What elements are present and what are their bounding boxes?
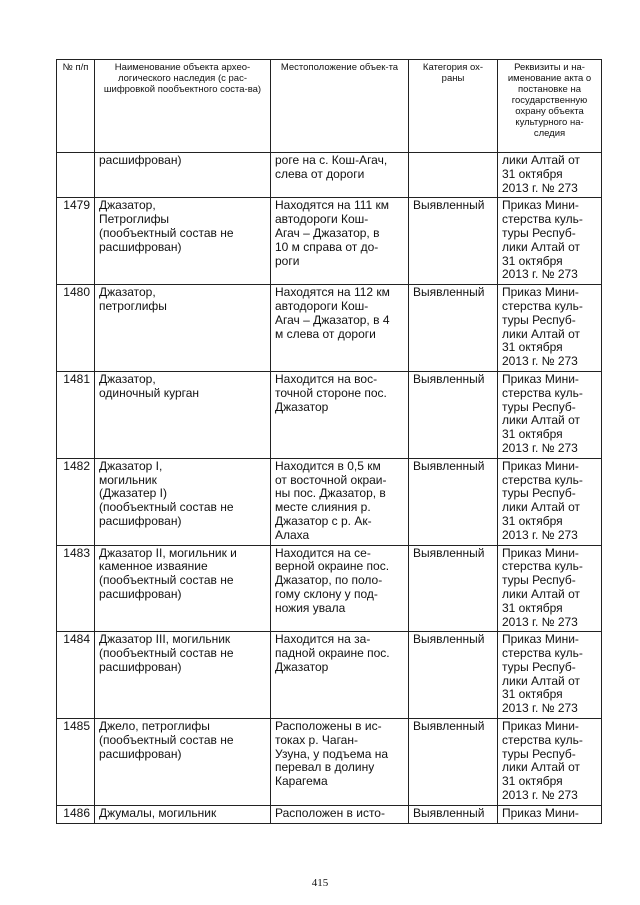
object-location-line: автодороги Кош- [275,298,369,313]
object-location-line: Джазатор [275,399,329,414]
header-number: № п/п [57,60,95,153]
row-number: 1481 [57,371,95,458]
object-name-line: Петроглифы [99,212,170,227]
act-details-line: стерства куль- [502,732,583,747]
protection-category: Выявленный [409,458,498,545]
act-details-line: 2013 г. № 273 [502,267,578,282]
object-name-line: (пообъектный состав не [99,573,234,588]
act-details-line: 2013 г. № 273 [502,440,578,455]
act-details-line: Приказ Мини- [502,545,579,560]
header-object-name: Наименование объекта архео-логического наследия (с рас-шифровкой пообъектного соста-ва) [95,60,271,153]
table-row [57,285,602,372]
act-details-line: 31 октября [502,513,563,528]
protection-category: Выявленный [409,719,498,806]
act-details-line: стерства куль- [502,472,583,487]
object-name [95,198,271,285]
act-details-line: Приказ Мини- [502,198,579,213]
object-name [95,719,271,806]
act-details [498,153,602,198]
table-row [57,719,602,806]
act-details-line: лики Алтай от [502,673,580,688]
heritage-register-table [56,59,602,824]
act-details-line: 31 октября [502,427,563,442]
object-name-line: Джазатор, [99,285,156,300]
object-name-line: расшифрован) [99,239,182,254]
object-name-line: петроглифы [99,298,167,313]
act-details-line: 31 октября [502,687,563,702]
object-name [95,371,271,458]
object-location-line: Карагема [275,774,328,789]
header-location: Местоположение объек-та [271,60,409,153]
object-location-line: м слева от дороги [275,326,376,341]
protection-category: Выявленный [409,545,498,632]
object-name [95,632,271,719]
act-details-line: 31 октября [502,774,563,789]
table-row [57,805,602,823]
act-details-line: 2013 г. № 273 [502,527,578,542]
object-location-line: Агач – Джазатор, в [275,225,380,240]
act-details-line: 31 октября [502,340,563,355]
object-name-line: Джело, петроглифы [99,719,210,734]
object-location-line: Находится на вос- [275,371,378,386]
row-number: 1482 [57,458,95,545]
row-number: 1484 [57,632,95,719]
object-location-line: верной окраине пос. [275,559,390,574]
protection-category: Выявленный [409,198,498,285]
object-name-line: расшифрован) [99,586,182,601]
row-number [57,153,95,198]
object-location-line: слева от дороги [275,166,365,181]
act-details-line: 2013 г. № 273 [502,180,578,195]
object-name-line: могильник [99,472,157,487]
act-details-line: стерства куль- [502,212,583,227]
act-details-line: 2013 г. № 273 [502,614,578,629]
table-header-row [57,60,602,153]
object-location-line: ны пос. Джазатор, в [275,486,386,501]
object-location [271,458,409,545]
protection-category: Выявленный [409,285,498,372]
protection-category: Выявленный [409,805,498,823]
act-details-line: туры Респуб- [502,659,576,674]
act-details-line: Приказ Мини- [502,805,579,820]
act-details-line: 2013 г. № 273 [502,701,578,716]
act-details-line: лики Алтай от [502,760,580,775]
act-details-line: туры Респуб- [502,225,576,240]
object-name-line: Джумалы, могильник [99,805,217,820]
act-details-line: стерства куль- [502,385,583,400]
act-details-line: стерства куль- [502,646,583,661]
act-details-line: лики Алтай от [502,413,580,428]
object-name [95,458,271,545]
protection-category: Выявленный [409,632,498,719]
object-location-line: Алаха [275,527,310,542]
act-details-line: 31 октября [502,166,563,181]
act-details-line: лики Алтай от [502,326,580,341]
object-location-line: Расположен в исто- [275,805,385,820]
object-location-line: Находится в 0,5 км [275,458,381,473]
act-details [498,458,602,545]
act-details-line: туры Респуб- [502,746,576,761]
table-row [57,458,602,545]
object-location-line: Джазатор с р. Ак- [275,513,372,528]
row-number: 1486 [57,805,95,823]
act-details [498,545,602,632]
act-details-line: стерства куль- [502,559,583,574]
act-details [498,285,602,372]
object-name-line: расшифрован) [99,659,182,674]
object-name-line: (пообъектный состав не [99,225,234,240]
object-name [95,285,271,372]
object-name-line: каменное изваяние [99,559,208,574]
header-act-details: Реквизиты и на-именование акта о постановке на государственную охрану объекта культурного на-следия [498,60,602,153]
object-location-line: 10 м справа от до- [275,239,379,254]
object-location-line: Находятся на 112 км [275,285,390,300]
object-name-line: Джазатор II, могильник и [99,545,237,560]
act-details-line: Приказ Мини- [502,719,579,734]
object-location [271,632,409,719]
object-location-line: гому склону у под- [275,586,378,601]
act-details-line: туры Респуб- [502,399,576,414]
act-details [498,805,602,823]
object-location [271,545,409,632]
table-row [57,198,602,285]
object-name-line: Джазатор, [99,198,156,213]
row-number: 1479 [57,198,95,285]
object-location-line: перевал в долину [275,760,375,775]
act-details [498,198,602,285]
act-details-line: 2013 г. № 273 [502,788,578,803]
object-name-line: расшифрован) [99,513,182,528]
table-row [57,632,602,719]
protection-category: Выявленный [409,371,498,458]
object-location [271,805,409,823]
object-name-line: Джазатор III, могильник [99,632,231,647]
object-location-line: Агач – Джазатор, в 4 [275,312,390,327]
object-name-line: (Джазатер I) [99,486,167,501]
header-protection-category: Категория ох-раны [409,60,498,153]
object-location-line: Джазатор, по поло- [275,573,383,588]
act-details [498,719,602,806]
act-details-line: Приказ Мини- [502,632,579,647]
object-name-line: (пообъектный состав не [99,500,234,515]
object-location-line: роге на с. Кош-Агач, [275,153,388,167]
act-details-line: лики Алтай от [502,500,580,515]
act-details-line: 2013 г. № 273 [502,354,578,369]
object-location [271,198,409,285]
object-location-line: токах р. Чаган- [275,732,358,747]
act-details-line: Приказ Мини- [502,285,579,300]
object-name-line: (пообъектный состав не [99,646,234,661]
object-location-line: месте слияния р. [275,500,371,515]
object-location-line: Джазатор [275,659,329,674]
object-name-line: расшифрован) [99,746,182,761]
act-details-line: 31 октября [502,600,563,615]
act-details-line: туры Респуб- [502,486,576,501]
object-location-line: Находятся на 111 км [275,198,390,213]
object-location-line: от восточной окраи- [275,472,387,487]
object-location-line: точной стороне пос. [275,385,387,400]
object-name-line: (пообъектный состав не [99,732,234,747]
object-location-line: Находится на за- [275,632,371,647]
act-details-line: лики Алтай от [502,239,580,254]
object-location-line: Находится на се- [275,545,371,560]
object-location-line: роги [275,253,300,268]
object-name-line: Джазатор I, [99,458,163,473]
page-number: 415 [311,877,329,889]
row-number: 1485 [57,719,95,806]
act-details [498,371,602,458]
object-location [271,153,409,198]
act-details-line: лики Алтай от [502,586,580,601]
object-name-line: расшифрован) [99,153,182,167]
act-details-line: Приказ Мини- [502,458,579,473]
object-location-line: Узуна, у подъема на [275,746,388,761]
act-details-line: туры Респуб- [502,312,576,327]
row-number: 1483 [57,545,95,632]
table-row [57,545,602,632]
act-details-line: стерства куль- [502,298,583,313]
table-row [57,371,602,458]
object-name [95,545,271,632]
act-details [498,632,602,719]
protection-category [409,153,498,198]
act-details-line: Приказ Мини- [502,371,579,386]
table-row [57,153,602,198]
object-location-line: ножия увала [275,600,346,615]
object-name-line: одиночный курган [99,385,200,400]
object-location [271,285,409,372]
object-location [271,719,409,806]
object-location [271,371,409,458]
object-location-line: падной окраине пос. [275,646,390,661]
object-name [95,805,271,823]
object-name [95,153,271,198]
act-details-line: туры Респуб- [502,573,576,588]
act-details-line: 31 октября [502,253,563,268]
row-number: 1480 [57,285,95,372]
object-location-line: Расположены в ис- [275,719,382,734]
act-details-line: лики Алтай от [502,153,580,167]
object-location-line: автодороги Кош- [275,212,369,227]
object-name-line: Джазатор, [99,371,156,386]
